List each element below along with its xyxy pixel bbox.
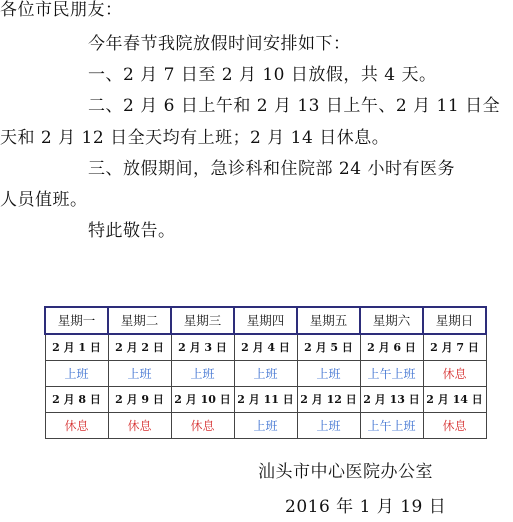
status-cell: 休息	[423, 413, 486, 439]
date-cell: 2 月 11 日	[234, 387, 297, 413]
status-cell: 休息	[171, 413, 234, 439]
signature-date: 2016 年 1 月 19 日	[285, 497, 447, 517]
week2-status-row	[45, 413, 486, 439]
date-cell: 2 月 10 日	[171, 387, 234, 413]
date-cell: 2 月 6 日	[360, 334, 423, 361]
date-cell: 2 月 13 日	[360, 387, 423, 413]
date-cell: 2 月 2 日	[108, 334, 171, 361]
intro-paragraph: 今年春节我院放假时间安排如下：	[88, 34, 351, 54]
holiday-item-3-line1: 三、放假期间，急诊科和住院部 24 小时有医务	[88, 159, 455, 179]
weekday-header: 星期日	[423, 307, 486, 334]
closing-remark: 特此敬告。	[88, 221, 176, 241]
status-cell: 上午上班	[360, 413, 423, 439]
signature-organization: 汕头市中心医院办公室	[258, 462, 433, 482]
schedule-table	[44, 306, 487, 439]
holiday-item-2-line1: 二、2 月 6 日上午和 2 月 13 日上午、2 月 11 日全	[88, 96, 501, 116]
weekday-header: 星期三	[171, 307, 234, 334]
week1-status-row	[45, 361, 486, 387]
date-cell: 2 月 14 日	[423, 387, 486, 413]
date-cell: 2 月 1 日	[45, 334, 108, 361]
holiday-item-2-line2: 天和 2 月 12 日全天均有上班；2 月 14 日休息。	[0, 128, 390, 148]
date-cell: 2 月 12 日	[297, 387, 360, 413]
holiday-item-3-line2: 人员值班。	[0, 190, 88, 210]
status-cell: 上班	[234, 413, 297, 439]
greeting: 各位市民朋友：	[0, 0, 123, 20]
status-cell: 休息	[108, 413, 171, 439]
week1-date-row	[45, 334, 486, 361]
date-cell: 2 月 9 日	[108, 387, 171, 413]
status-cell: 上班	[108, 361, 171, 387]
status-cell: 上班	[297, 413, 360, 439]
status-cell: 上班	[234, 361, 297, 387]
week2-date-row	[45, 387, 486, 413]
status-cell: 上班	[45, 361, 108, 387]
date-cell: 2 月 5 日	[297, 334, 360, 361]
status-cell: 休息	[45, 413, 108, 439]
status-cell: 上班	[171, 361, 234, 387]
weekday-header: 星期二	[108, 307, 171, 334]
date-cell: 2 月 8 日	[45, 387, 108, 413]
status-cell: 休息	[423, 361, 486, 387]
holiday-item-1: 一、2 月 7 日至 2 月 10 日放假，共 4 天。	[88, 65, 437, 85]
weekday-header: 星期六	[360, 307, 423, 334]
date-cell: 2 月 4 日	[234, 334, 297, 361]
status-cell: 上午上班	[360, 361, 423, 387]
weekday-header-row	[45, 307, 486, 334]
status-cell: 上班	[297, 361, 360, 387]
weekday-header: 星期五	[297, 307, 360, 334]
date-cell: 2 月 7 日	[423, 334, 486, 361]
date-cell: 2 月 3 日	[171, 334, 234, 361]
weekday-header: 星期四	[234, 307, 297, 334]
weekday-header: 星期一	[45, 307, 108, 334]
